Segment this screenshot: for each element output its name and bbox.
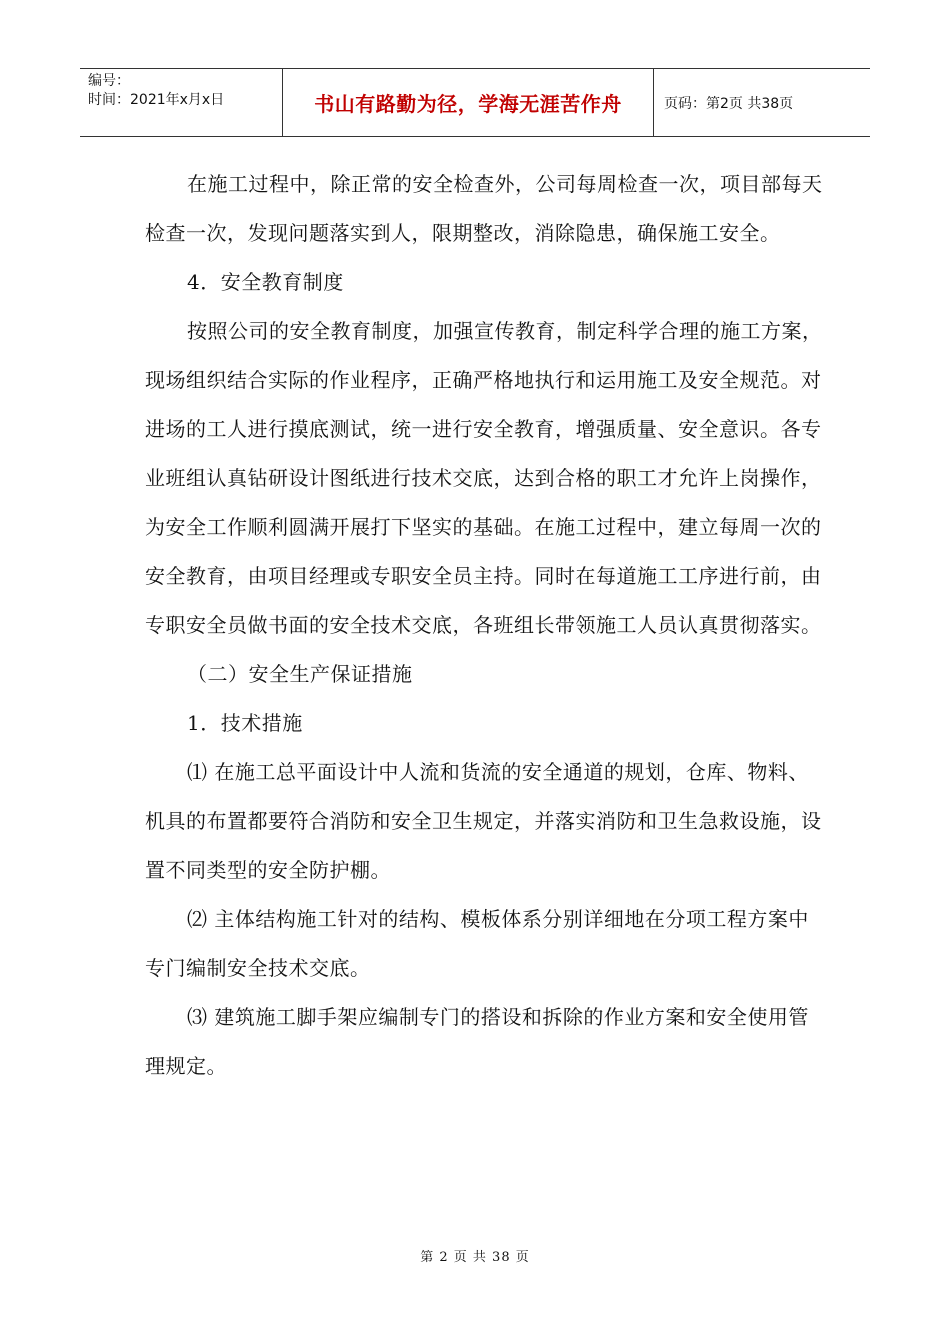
- document-date: 时间：2021年x月x日: [88, 92, 225, 108]
- header-page-info: 页码：第2页 共38页: [664, 95, 794, 112]
- document-body: [145, 160, 825, 1091]
- page-footer: 第 2 页 共 38 页: [420, 1250, 530, 1265]
- list-item: ⑴ 在施工总平面设计中人流和货流的安全通道的规划，仓库、物料、机具的布置都要符合消防和安全卫生规定，并落实消防和卫生急救设施，设置不同类型的安全防护棚。: [145, 760, 822, 882]
- section-heading: 4．安全教育制度: [187, 270, 344, 294]
- section-heading: （二）安全生产保证措施: [187, 662, 413, 686]
- body-paragraph: 在施工过程中，除正常的安全检查外，公司每周检查一次，项目部每天检查一次，发现问题落实到人，限期整改，消除隐患，确保施工安全。: [145, 172, 823, 245]
- page-header: [80, 68, 870, 137]
- header-motto: 书山有路勤为径，学海无涯苦作舟: [283, 69, 654, 136]
- subsection-heading: 1．技术措施: [187, 711, 303, 735]
- list-item: ⑶ 建筑施工脚手架应编制专门的搭设和拆除的作业方案和安全使用管理规定。: [145, 1005, 809, 1078]
- list-item: ⑵ 主体结构施工针对的结构、模板体系分别详细地在分项工程方案中专门编制安全技术交底。: [145, 907, 809, 980]
- document-number-label: 编号：: [88, 73, 130, 89]
- header-meta: [80, 69, 283, 136]
- body-paragraph: 按照公司的安全教育制度，加强宣传教育，制定科学合理的施工方案，现场组织结合实际的作业程序，正确严格地执行和运用施工及安全规范。对进场的工人进行摸底测试，统一进行安全教育，增强质量、安全意识。各专业班组认真钻研设计图纸进行技术交底，达到合格的职工才允许上岗操作，为安全工作顺利圆满开展打下坚实的基础。在施工过程中，建立每周一次的安全教育，由项目经理或专职安全员主持。同时在每道施工工序进行前，由专职安全员做书面的安全技术交底，各班组长带领施工人员认真贯彻落实。: [145, 319, 823, 637]
